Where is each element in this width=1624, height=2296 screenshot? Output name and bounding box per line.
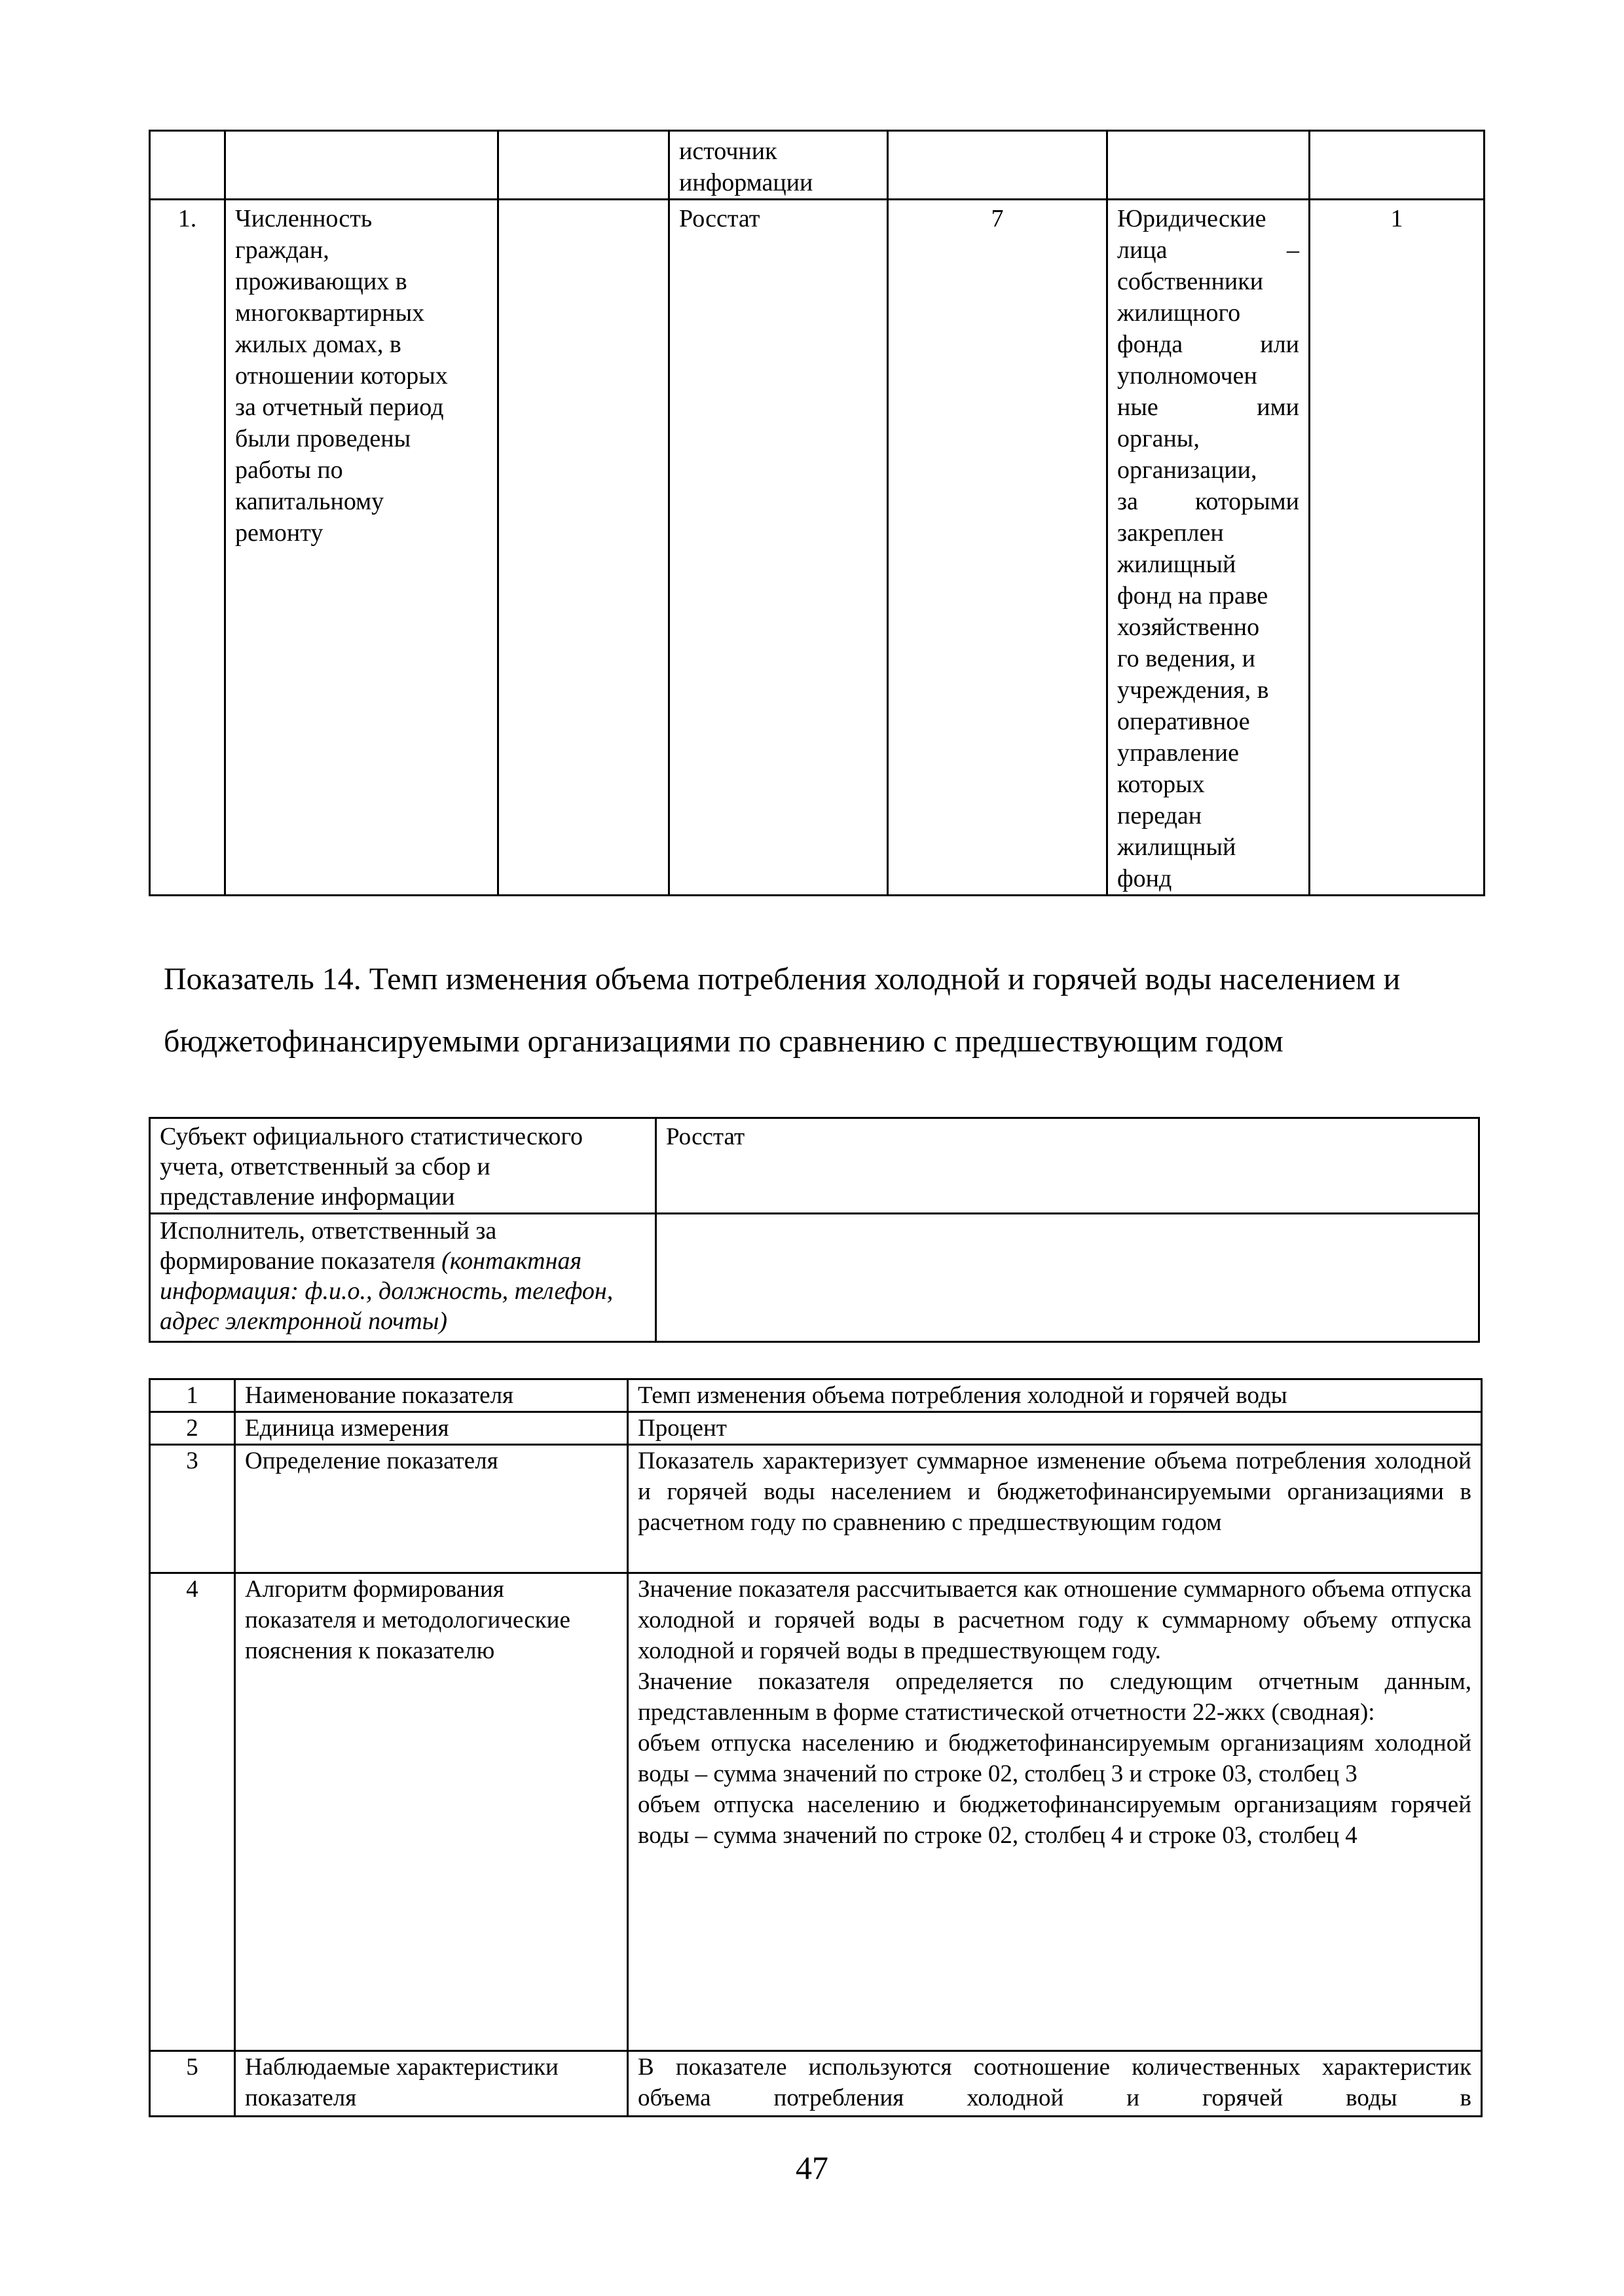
table-row xyxy=(150,1214,1479,1342)
empty-cell xyxy=(498,200,669,896)
row-number: 4 xyxy=(150,1573,235,2051)
algorithm-paragraph: Значение показателя определяется по следующим отчетным данным, представленным в форме статистической отчетности 22-жкх (сводная): xyxy=(638,1668,1471,1726)
algorithm-paragraph: объем отпуска населению и бюджетофинансируемым организациям горячей воды – сумма значений по строке 02, столбец 4 и строке 03, столбец 4 xyxy=(638,1791,1471,1849)
periodicity-cell: 7 xyxy=(888,200,1107,896)
source-cell: Росстат xyxy=(669,200,888,896)
row-number: 1. xyxy=(150,200,225,896)
row-value: Показатель характеризует суммарное изменение объема потребления холодной и горячей воды населением и бюджетофинансируемыми организациями в расчетном году по сравнению с предшествующим годом xyxy=(628,1445,1482,1573)
table-row xyxy=(150,1412,1482,1445)
algorithm-paragraph: объем отпуска населению и бюджетофинансируемым организациям холодной воды – сумма значений по строке 02, столбец 3 и строке 03, столбец 3 xyxy=(638,1730,1471,1787)
header-cell xyxy=(498,131,669,200)
responsible-subject-table xyxy=(149,1117,1480,1343)
page-number: 47 xyxy=(796,2149,828,2186)
respondents-cell: Юридические лица – собственники жилищного фонда или уполномочен ные ими органы, организации, за которыми закреплен жилищный фонд на праве хозяйственно го ведения, и учреждения, в оперативное управление которых передан жилищный фонд xyxy=(1107,200,1310,896)
row-label: Наименование показателя xyxy=(235,1379,628,1412)
table-row xyxy=(150,1379,1482,1412)
row-number: 2 xyxy=(150,1412,235,1445)
subject-value: Росстат xyxy=(656,1118,1479,1214)
header-cell xyxy=(225,131,498,200)
table-row xyxy=(150,200,1485,896)
row-number: 5 xyxy=(150,2051,235,2117)
row-number: 1 xyxy=(150,1379,235,1412)
table-header-row xyxy=(150,131,1485,200)
indicator-list-table xyxy=(149,130,1485,896)
executor-label-text: Исполнитель, ответственный за формирование показателя xyxy=(160,1217,497,1275)
algorithm-paragraph: Значение показателя рассчитывается как отношение суммарного объема отпуска холодной и горячей воды в расчетном году к суммарному объему отпуска холодной и горячей воды в предшествующем году. xyxy=(638,1576,1471,1664)
row-value: Темп изменения объема потребления холодной и горячей воды xyxy=(628,1379,1482,1412)
row-number: 3 xyxy=(150,1445,235,1573)
header-cell xyxy=(1107,131,1310,200)
table-row xyxy=(150,1118,1479,1214)
executor-contact-note: (контактная информация: ф.и.о., должность, телефон, адрес электронной почты) xyxy=(160,1247,614,1335)
row-value xyxy=(628,1573,1482,2051)
subject-label: Субъект официального статистического учета, ответственный за сбор и представление информации xyxy=(150,1118,656,1214)
row-label: Наблюдаемые характеристики показателя xyxy=(235,2051,628,2117)
row-label: Единица измерения xyxy=(235,1412,628,1445)
table-row xyxy=(150,2051,1482,2117)
row-label: Алгоритм формирования показателя и методологические пояснения к показателю xyxy=(235,1573,628,2051)
indicator-heading: Показатель 14. Темп изменения объема потребления холодной и горячей воды населением и бюджетофинансируемыми организациями по сравнению с предшествующим годом xyxy=(164,962,1401,1059)
header-cell-source-info: источник информации xyxy=(669,131,888,200)
indicator-passport-table xyxy=(149,1378,1483,2117)
header-cell xyxy=(888,131,1107,200)
row-value: Процент xyxy=(628,1412,1482,1445)
row-label: Определение показателя xyxy=(235,1445,628,1573)
header-cell xyxy=(150,131,225,200)
table-row xyxy=(150,1573,1482,2051)
row-value: В показателе используются соотношение количественных характеристик объема потребления холодной и горячей воды в xyxy=(628,2051,1482,2117)
header-cell xyxy=(1310,131,1485,200)
executor-label xyxy=(150,1214,656,1342)
indicator-name: Численность граждан, проживающих в многоквартирных жилых домах, в отношении которых за отчетный период были проведены работы по капитальному ремонту xyxy=(225,200,498,896)
count-cell: 1 xyxy=(1310,200,1485,896)
table-row xyxy=(150,1445,1482,1573)
executor-value xyxy=(656,1214,1479,1342)
